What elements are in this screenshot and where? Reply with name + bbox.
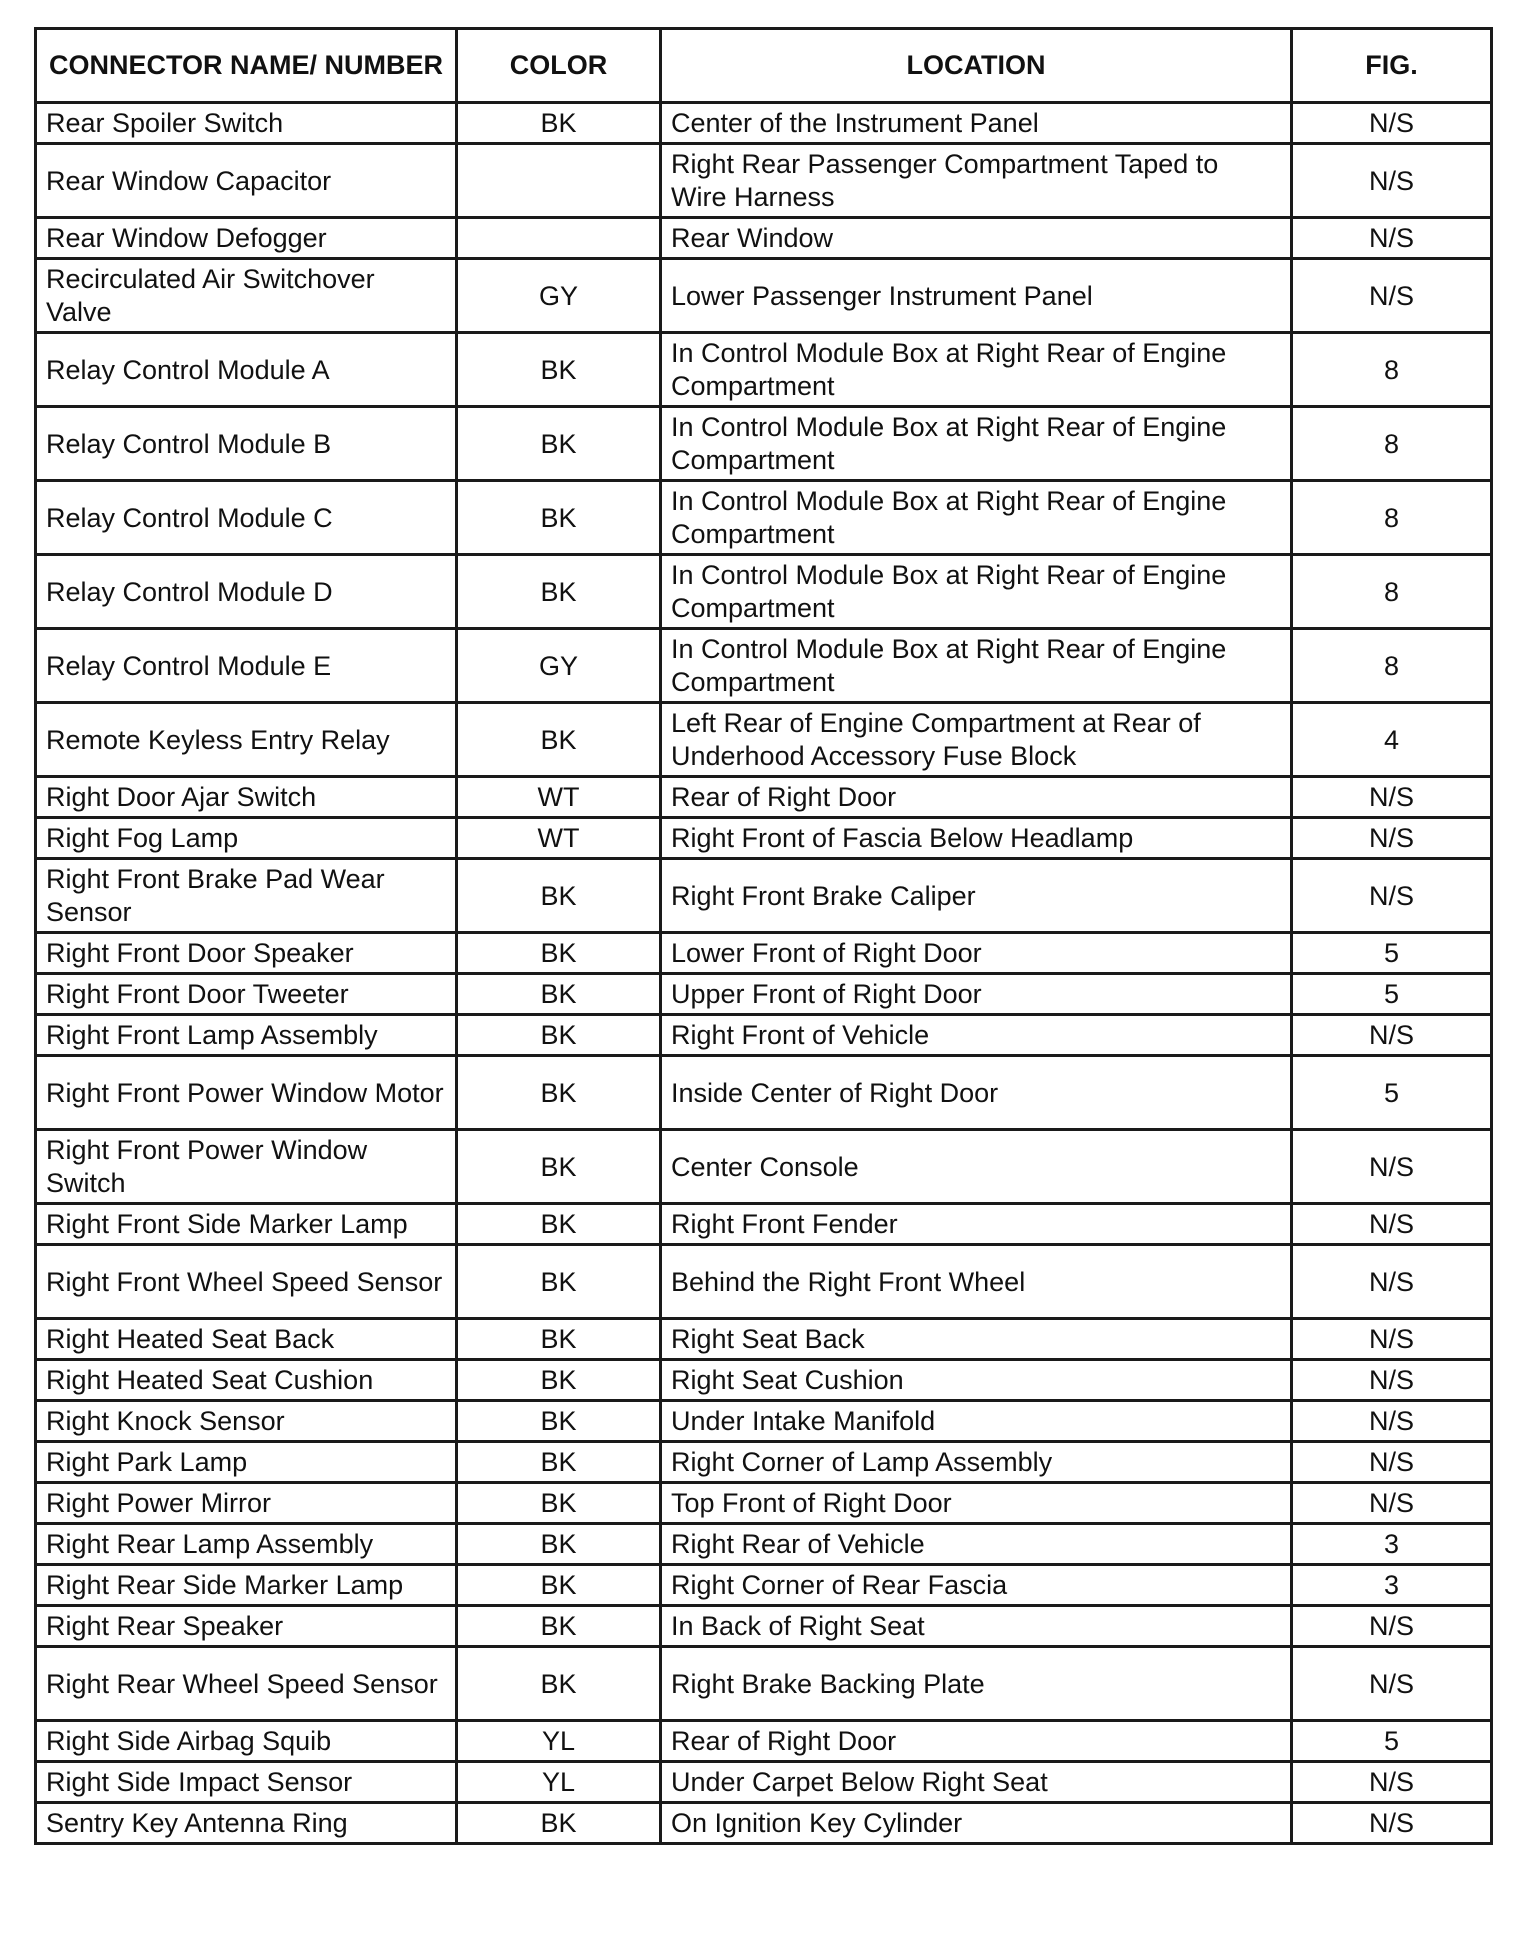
location-cell: Center of the Instrument Panel [661, 103, 1292, 144]
location-cell: On Ignition Key Cylinder [661, 1803, 1292, 1844]
color-cell: GY [457, 259, 661, 333]
connector-name-cell: Sentry Key Antenna Ring [36, 1803, 457, 1844]
table-row [36, 481, 1492, 555]
fig-cell: N/S [1292, 859, 1492, 933]
table-row [36, 777, 1492, 818]
connector-name-cell: Relay Control Module D [36, 555, 457, 629]
table-row [36, 1483, 1492, 1524]
location-cell: Top Front of Right Door [661, 1483, 1292, 1524]
color-cell: BK [457, 1204, 661, 1245]
location-cell: Under Intake Manifold [661, 1401, 1292, 1442]
location-cell: Right Brake Backing Plate [661, 1647, 1292, 1721]
fig-cell: 5 [1292, 1721, 1492, 1762]
location-cell: Left Rear of Engine Compartment at Rear of Underhood Accessory Fuse Block [661, 703, 1292, 777]
color-cell: BK [457, 333, 661, 407]
location-cell: Under Carpet Below Right Seat [661, 1762, 1292, 1803]
color-cell: BK [457, 1647, 661, 1721]
connector-name-cell: Rear Window Defogger [36, 218, 457, 259]
color-cell: BK [457, 1130, 661, 1204]
color-cell: BK [457, 1803, 661, 1844]
header-fig: FIG. [1292, 29, 1492, 103]
connector-name-cell: Right Rear Speaker [36, 1606, 457, 1647]
fig-cell: 8 [1292, 555, 1492, 629]
fig-cell: N/S [1292, 1762, 1492, 1803]
location-cell: Rear of Right Door [661, 777, 1292, 818]
location-cell: Right Front Brake Caliper [661, 859, 1292, 933]
location-cell: Right Corner of Lamp Assembly [661, 1442, 1292, 1483]
connector-name-cell: Right Door Ajar Switch [36, 777, 457, 818]
connector-name-cell: Relay Control Module A [36, 333, 457, 407]
color-cell: YL [457, 1762, 661, 1803]
table-row [36, 1130, 1492, 1204]
fig-cell: N/S [1292, 103, 1492, 144]
header-row [36, 29, 1492, 103]
color-cell: BK [457, 1442, 661, 1483]
table-row [36, 1803, 1492, 1844]
color-cell: BK [457, 703, 661, 777]
location-cell: Inside Center of Right Door [661, 1056, 1292, 1130]
fig-cell: 8 [1292, 407, 1492, 481]
fig-cell: 3 [1292, 1524, 1492, 1565]
location-cell: Rear of Right Door [661, 1721, 1292, 1762]
table-row [36, 859, 1492, 933]
table-row [36, 1565, 1492, 1606]
location-cell: Upper Front of Right Door [661, 974, 1292, 1015]
connector-name-cell: Right Heated Seat Cushion [36, 1360, 457, 1401]
fig-cell: N/S [1292, 1360, 1492, 1401]
table-row [36, 1245, 1492, 1319]
location-cell: Behind the Right Front Wheel [661, 1245, 1292, 1319]
color-cell: BK [457, 555, 661, 629]
fig-cell: N/S [1292, 1245, 1492, 1319]
connector-name-cell: Right Front Door Speaker [36, 933, 457, 974]
location-cell: Right Rear Passenger Compartment Taped to Wire Harness [661, 144, 1292, 218]
fig-cell: N/S [1292, 1483, 1492, 1524]
connector-name-cell: Right Side Airbag Squib [36, 1721, 457, 1762]
fig-cell: N/S [1292, 1803, 1492, 1844]
fig-cell: N/S [1292, 1130, 1492, 1204]
color-cell: BK [457, 481, 661, 555]
connector-name-cell: Rear Spoiler Switch [36, 103, 457, 144]
fig-cell: N/S [1292, 1401, 1492, 1442]
fig-cell: 8 [1292, 333, 1492, 407]
location-cell: In Control Module Box at Right Rear of Engine Compartment [661, 555, 1292, 629]
color-cell: BK [457, 407, 661, 481]
color-cell [457, 218, 661, 259]
fig-cell: N/S [1292, 218, 1492, 259]
table-row [36, 259, 1492, 333]
fig-cell: 5 [1292, 974, 1492, 1015]
connector-table [34, 27, 1493, 1845]
connector-name-cell: Right Front Wheel Speed Sensor [36, 1245, 457, 1319]
connector-name-cell: Right Rear Lamp Assembly [36, 1524, 457, 1565]
connector-name-cell: Right Rear Side Marker Lamp [36, 1565, 457, 1606]
color-cell: BK [457, 1524, 661, 1565]
fig-cell: 4 [1292, 703, 1492, 777]
table-row [36, 144, 1492, 218]
color-cell: BK [457, 1319, 661, 1360]
fig-cell: 5 [1292, 933, 1492, 974]
connector-name-cell: Right Park Lamp [36, 1442, 457, 1483]
table-row [36, 1056, 1492, 1130]
location-cell: Right Front of Vehicle [661, 1015, 1292, 1056]
fig-cell: N/S [1292, 777, 1492, 818]
table-row [36, 1647, 1492, 1721]
header-connector-name: CONNECTOR NAME/ NUMBER [36, 29, 457, 103]
connector-name-cell: Right Front Side Marker Lamp [36, 1204, 457, 1245]
connector-name-cell: Right Rear Wheel Speed Sensor [36, 1647, 457, 1721]
fig-cell: N/S [1292, 1319, 1492, 1360]
table-body [36, 103, 1492, 1844]
color-cell: BK [457, 1483, 661, 1524]
color-cell: BK [457, 1360, 661, 1401]
fig-cell: N/S [1292, 1442, 1492, 1483]
table-row [36, 1524, 1492, 1565]
color-cell: GY [457, 629, 661, 703]
color-cell: BK [457, 1015, 661, 1056]
header-color: COLOR [457, 29, 661, 103]
fig-cell: 8 [1292, 629, 1492, 703]
location-cell: Rear Window [661, 218, 1292, 259]
table-row [36, 974, 1492, 1015]
connector-name-cell: Right Front Door Tweeter [36, 974, 457, 1015]
table-row [36, 1442, 1492, 1483]
table-row [36, 1204, 1492, 1245]
connector-name-cell: Right Front Brake Pad Wear Sensor [36, 859, 457, 933]
connector-name-cell: Right Knock Sensor [36, 1401, 457, 1442]
color-cell: BK [457, 974, 661, 1015]
table-row [36, 629, 1492, 703]
table-row [36, 933, 1492, 974]
location-cell: Right Seat Cushion [661, 1360, 1292, 1401]
table-row [36, 703, 1492, 777]
color-cell: BK [457, 859, 661, 933]
table-row [36, 1360, 1492, 1401]
color-cell: BK [457, 1245, 661, 1319]
connector-name-cell: Right Front Power Window Motor [36, 1056, 457, 1130]
location-cell: In Control Module Box at Right Rear of Engine Compartment [661, 333, 1292, 407]
color-cell: BK [457, 1056, 661, 1130]
table-row [36, 555, 1492, 629]
color-cell: BK [457, 103, 661, 144]
fig-cell: 5 [1292, 1056, 1492, 1130]
fig-cell: N/S [1292, 1204, 1492, 1245]
table-row [36, 1606, 1492, 1647]
location-cell: Right Front Fender [661, 1204, 1292, 1245]
connector-name-cell: Right Side Impact Sensor [36, 1762, 457, 1803]
color-cell: BK [457, 1401, 661, 1442]
table-row [36, 1401, 1492, 1442]
color-cell: YL [457, 1721, 661, 1762]
connector-name-cell: Recirculated Air Switchover Valve [36, 259, 457, 333]
location-cell: In Control Module Box at Right Rear of Engine Compartment [661, 629, 1292, 703]
color-cell: BK [457, 1606, 661, 1647]
header-location: LOCATION [661, 29, 1292, 103]
fig-cell: 3 [1292, 1565, 1492, 1606]
color-cell: WT [457, 777, 661, 818]
connector-name-cell: Relay Control Module C [36, 481, 457, 555]
table-row [36, 1319, 1492, 1360]
location-cell: Lower Front of Right Door [661, 933, 1292, 974]
location-cell: Right Seat Back [661, 1319, 1292, 1360]
location-cell: Right Rear of Vehicle [661, 1524, 1292, 1565]
color-cell [457, 144, 661, 218]
table-row [36, 818, 1492, 859]
connector-name-cell: Relay Control Module E [36, 629, 457, 703]
location-cell: Center Console [661, 1130, 1292, 1204]
connector-name-cell: Relay Control Module B [36, 407, 457, 481]
color-cell: BK [457, 933, 661, 974]
table-row [36, 1721, 1492, 1762]
connector-name-cell: Rear Window Capacitor [36, 144, 457, 218]
color-cell: WT [457, 818, 661, 859]
fig-cell: 8 [1292, 481, 1492, 555]
fig-cell: N/S [1292, 1606, 1492, 1647]
connector-name-cell: Right Front Power Window Switch [36, 1130, 457, 1204]
table-row [36, 333, 1492, 407]
table-row [36, 103, 1492, 144]
fig-cell: N/S [1292, 144, 1492, 218]
fig-cell: N/S [1292, 1015, 1492, 1056]
fig-cell: N/S [1292, 259, 1492, 333]
table-row [36, 1015, 1492, 1056]
location-cell: Right Corner of Rear Fascia [661, 1565, 1292, 1606]
connector-name-cell: Right Heated Seat Back [36, 1319, 457, 1360]
connector-name-cell: Right Front Lamp Assembly [36, 1015, 457, 1056]
fig-cell: N/S [1292, 1647, 1492, 1721]
color-cell: BK [457, 1565, 661, 1606]
location-cell: In Back of Right Seat [661, 1606, 1292, 1647]
table-row [36, 1762, 1492, 1803]
table-row [36, 407, 1492, 481]
connector-name-cell: Right Fog Lamp [36, 818, 457, 859]
table-row [36, 218, 1492, 259]
location-cell: In Control Module Box at Right Rear of Engine Compartment [661, 407, 1292, 481]
location-cell: Lower Passenger Instrument Panel [661, 259, 1292, 333]
location-cell: In Control Module Box at Right Rear of Engine Compartment [661, 481, 1292, 555]
connector-name-cell: Remote Keyless Entry Relay [36, 703, 457, 777]
connector-name-cell: Right Power Mirror [36, 1483, 457, 1524]
fig-cell: N/S [1292, 818, 1492, 859]
location-cell: Right Front of Fascia Below Headlamp [661, 818, 1292, 859]
